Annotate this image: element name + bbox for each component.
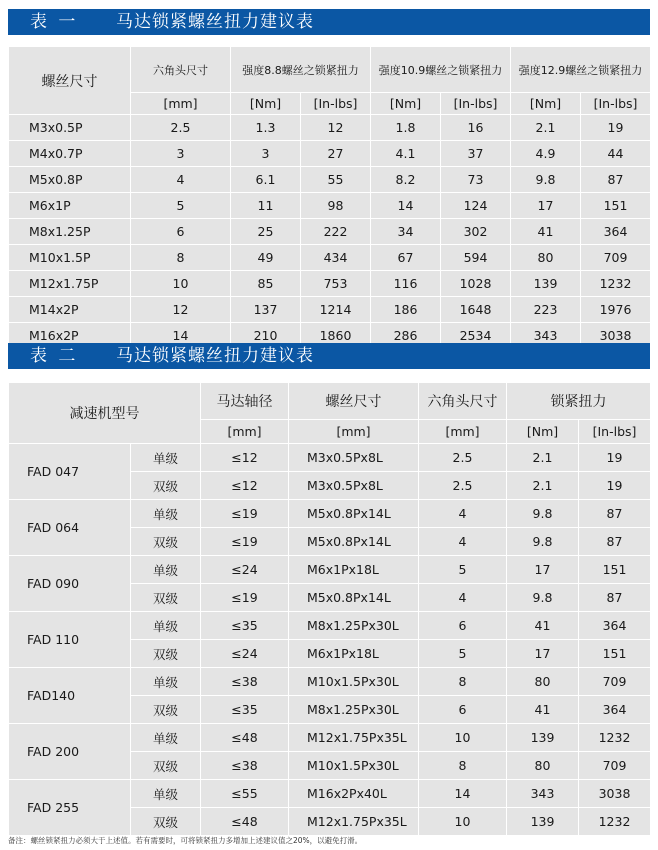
screw-size-cell: M12x1.75Px35L (289, 808, 419, 836)
gearbox-model-cell: FAD 110 (9, 612, 131, 668)
stage-cell: 单级 (131, 556, 201, 584)
table-row (9, 556, 651, 584)
footnote: 备注：螺丝锁紧扭力必须大于上述值。若有需要时，可将锁紧扭力多增加上述建议值之20%，以避免打滑。 (8, 836, 363, 845)
torque-nm-cell: 9.8 (507, 500, 579, 528)
table-row (9, 612, 651, 640)
screw-size-cell: M10x1.5Px30L (289, 752, 419, 780)
torque-inlbs-cell: 709 (579, 668, 651, 696)
torque-inlbs-cell: 709 (579, 752, 651, 780)
motor-shaft-cell: ≤24 (201, 556, 289, 584)
stage-cell: 双级 (131, 640, 201, 668)
torque-nm-cell: 17 (507, 556, 579, 584)
screw-size-cell: M8x1.25P (9, 219, 131, 245)
table2-title: 马达锁紧螺丝扭力建议表 (116, 346, 314, 366)
motor-shaft-cell: ≤19 (201, 584, 289, 612)
torque-inlbs-cell: 73 (441, 167, 511, 193)
hex-size-cell: 5 (131, 193, 231, 219)
stage-cell: 双级 (131, 808, 201, 836)
screw-size-cell: M10x1.5P (9, 245, 131, 271)
col-screw-size: 螺丝尺寸 (289, 383, 419, 420)
hex-size-cell: 5 (419, 556, 507, 584)
torque-inlbs-cell: 1232 (579, 724, 651, 752)
hex-size-cell: 10 (419, 724, 507, 752)
torque-inlbs-cell: 55 (301, 167, 371, 193)
torque-nm-cell: 11 (231, 193, 301, 219)
motor-shaft-cell: ≤48 (201, 724, 289, 752)
torque-inlbs-cell: 709 (581, 245, 651, 271)
torque-nm-cell: 4.1 (371, 141, 441, 167)
torque-inlbs-cell: 2534 (441, 323, 511, 349)
col-grade-8-8: 强度8.8螺丝之锁紧扭力 (231, 47, 371, 93)
motor-shaft-cell: ≤35 (201, 696, 289, 724)
screw-size-cell: M16x2Px40L (289, 780, 419, 808)
torque-inlbs-cell: 1860 (301, 323, 371, 349)
torque-inlbs-cell: 87 (579, 528, 651, 556)
hex-size-cell: 3 (131, 141, 231, 167)
screw-size-cell: M14x2P (9, 297, 131, 323)
motor-shaft-cell: ≤19 (201, 500, 289, 528)
hex-size-cell: 8 (131, 245, 231, 271)
table-row (9, 444, 651, 472)
hex-size-cell: 2.5 (419, 472, 507, 500)
torque-nm-cell: 80 (507, 752, 579, 780)
unit-inlbs: [In-lbs] (441, 93, 511, 115)
torque-inlbs-cell: 364 (579, 696, 651, 724)
table1-label: 表 一 (30, 12, 79, 32)
table-row (9, 780, 651, 808)
hex-size-cell: 14 (131, 323, 231, 349)
torque-nm-cell: 9.8 (507, 528, 579, 556)
screw-size-cell: M12x1.75P (9, 271, 131, 297)
table1-title: 马达锁紧螺丝扭力建议表 (116, 12, 314, 32)
screw-size-cell: M3x0.5P (9, 115, 131, 141)
col-screw-size: 螺丝尺寸 (9, 47, 131, 115)
torque-nm-cell: 9.8 (511, 167, 581, 193)
torque-nm-cell: 4.9 (511, 141, 581, 167)
table-row (9, 668, 651, 696)
torque-inlbs-cell: 222 (301, 219, 371, 245)
gearbox-torque-table (8, 382, 651, 836)
torque-nm-cell: 139 (507, 724, 579, 752)
table-row (9, 141, 651, 167)
screw-size-cell: M3x0.5Px8L (289, 472, 419, 500)
torque-nm-cell: 80 (511, 245, 581, 271)
unit-mm: [mm] (131, 93, 231, 115)
torque-nm-cell: 80 (507, 668, 579, 696)
motor-shaft-cell: ≤19 (201, 528, 289, 556)
col-hex-size: 六角头尺寸 (419, 383, 507, 420)
unit-mm: [mm] (419, 420, 507, 444)
motor-shaft-cell: ≤12 (201, 472, 289, 500)
screw-size-cell: M5x0.8Px14L (289, 528, 419, 556)
stage-cell: 双级 (131, 584, 201, 612)
torque-nm-cell: 139 (511, 271, 581, 297)
torque-inlbs-cell: 1976 (581, 297, 651, 323)
motor-shaft-cell: ≤38 (201, 668, 289, 696)
torque-nm-cell: 223 (511, 297, 581, 323)
screw-size-cell: M8x1.25Px30L (289, 612, 419, 640)
hex-size-cell: 5 (419, 640, 507, 668)
col-torque: 锁紧扭力 (507, 383, 651, 420)
unit-nm: [Nm] (231, 93, 301, 115)
torque-inlbs-cell: 1232 (581, 271, 651, 297)
torque-nm-cell: 3 (231, 141, 301, 167)
torque-inlbs-cell: 87 (579, 584, 651, 612)
torque-nm-cell: 2.1 (511, 115, 581, 141)
torque-inlbs-cell: 87 (579, 500, 651, 528)
screw-size-cell: M12x1.75Px35L (289, 724, 419, 752)
table2-label: 表 二 (30, 346, 79, 366)
table-row (9, 500, 651, 528)
torque-nm-cell: 17 (511, 193, 581, 219)
torque-inlbs-cell: 364 (581, 219, 651, 245)
hex-size-cell: 6 (419, 612, 507, 640)
motor-shaft-cell: ≤12 (201, 444, 289, 472)
unit-inlbs: [In-lbs] (581, 93, 651, 115)
stage-cell: 双级 (131, 752, 201, 780)
torque-inlbs-cell: 1214 (301, 297, 371, 323)
screw-torque-table (8, 46, 651, 349)
torque-inlbs-cell: 302 (441, 219, 511, 245)
col-grade-12-9: 强度12.9螺丝之锁紧扭力 (511, 47, 651, 93)
torque-nm-cell: 1.8 (371, 115, 441, 141)
table-row (9, 271, 651, 297)
table1-title-bar (8, 9, 650, 35)
torque-nm-cell: 139 (507, 808, 579, 836)
stage-cell: 单级 (131, 612, 201, 640)
torque-nm-cell: 41 (511, 219, 581, 245)
gearbox-model-cell: FAD140 (9, 668, 131, 724)
hex-size-cell: 2.5 (419, 444, 507, 472)
torque-inlbs-cell: 364 (579, 612, 651, 640)
unit-nm: [Nm] (507, 420, 579, 444)
gearbox-model-cell: FAD 090 (9, 556, 131, 612)
torque-inlbs-cell: 12 (301, 115, 371, 141)
torque-inlbs-cell: 124 (441, 193, 511, 219)
torque-nm-cell: 34 (371, 219, 441, 245)
torque-nm-cell: 49 (231, 245, 301, 271)
gearbox-model-cell: FAD 064 (9, 500, 131, 556)
screw-size-cell: M5x0.8Px14L (289, 584, 419, 612)
torque-inlbs-cell: 753 (301, 271, 371, 297)
torque-nm-cell: 17 (507, 640, 579, 668)
screw-size-cell: M5x0.8Px14L (289, 500, 419, 528)
gearbox-model-cell: FAD 255 (9, 780, 131, 836)
gearbox-model-cell: FAD 047 (9, 444, 131, 500)
unit-inlbs: [In-lbs] (579, 420, 651, 444)
table-row (9, 297, 651, 323)
stage-cell: 双级 (131, 472, 201, 500)
unit-mm: [mm] (289, 420, 419, 444)
col-grade-10-9: 强度10.9螺丝之锁紧扭力 (371, 47, 511, 93)
screw-size-cell: M6x1Px18L (289, 640, 419, 668)
torque-nm-cell: 67 (371, 245, 441, 271)
unit-nm: [Nm] (511, 93, 581, 115)
hex-size-cell: 8 (419, 752, 507, 780)
hex-size-cell: 2.5 (131, 115, 231, 141)
torque-inlbs-cell: 434 (301, 245, 371, 271)
screw-size-cell: M6x1Px18L (289, 556, 419, 584)
unit-inlbs: [In-lbs] (301, 93, 371, 115)
unit-nm: [Nm] (371, 93, 441, 115)
hex-size-cell: 8 (419, 668, 507, 696)
torque-inlbs-cell: 594 (441, 245, 511, 271)
stage-cell: 双级 (131, 696, 201, 724)
torque-inlbs-cell: 87 (581, 167, 651, 193)
torque-nm-cell: 2.1 (507, 444, 579, 472)
motor-shaft-cell: ≤55 (201, 780, 289, 808)
stage-cell: 单级 (131, 444, 201, 472)
screw-size-cell: M5x0.8P (9, 167, 131, 193)
torque-inlbs-cell: 1028 (441, 271, 511, 297)
torque-nm-cell: 25 (231, 219, 301, 245)
torque-nm-cell: 186 (371, 297, 441, 323)
torque-nm-cell: 2.1 (507, 472, 579, 500)
torque-nm-cell: 343 (507, 780, 579, 808)
col-hex-size: 六角头尺寸 (131, 47, 231, 93)
torque-inlbs-cell: 1648 (441, 297, 511, 323)
torque-nm-cell: 85 (231, 271, 301, 297)
torque-nm-cell: 14 (371, 193, 441, 219)
stage-cell: 单级 (131, 780, 201, 808)
hex-size-cell: 12 (131, 297, 231, 323)
torque-inlbs-cell: 44 (581, 141, 651, 167)
torque-nm-cell: 9.8 (507, 584, 579, 612)
stage-cell: 单级 (131, 500, 201, 528)
screw-size-cell: M4x0.7P (9, 141, 131, 167)
torque-inlbs-cell: 3038 (579, 780, 651, 808)
torque-nm-cell: 210 (231, 323, 301, 349)
hex-size-cell: 4 (419, 584, 507, 612)
torque-inlbs-cell: 151 (579, 556, 651, 584)
table-row (9, 219, 651, 245)
table-row (9, 193, 651, 219)
unit-mm: [mm] (201, 420, 289, 444)
torque-nm-cell: 1.3 (231, 115, 301, 141)
torque-inlbs-cell: 3038 (581, 323, 651, 349)
hex-size-cell: 4 (419, 500, 507, 528)
screw-size-cell: M10x1.5Px30L (289, 668, 419, 696)
hex-size-cell: 6 (419, 696, 507, 724)
torque-nm-cell: 116 (371, 271, 441, 297)
screw-size-cell: M3x0.5Px8L (289, 444, 419, 472)
torque-nm-cell: 8.2 (371, 167, 441, 193)
torque-nm-cell: 286 (371, 323, 441, 349)
table-row (9, 167, 651, 193)
torque-inlbs-cell: 27 (301, 141, 371, 167)
table1-header-row (9, 47, 651, 93)
hex-size-cell: 10 (131, 271, 231, 297)
hex-size-cell: 10 (419, 808, 507, 836)
torque-inlbs-cell: 151 (581, 193, 651, 219)
gearbox-model-cell: FAD 200 (9, 724, 131, 780)
table-row (9, 245, 651, 271)
screw-size-cell: M16x2P (9, 323, 131, 349)
torque-nm-cell: 41 (507, 696, 579, 724)
torque-inlbs-cell: 151 (579, 640, 651, 668)
table-row (9, 115, 651, 141)
screw-size-cell: M6x1P (9, 193, 131, 219)
torque-inlbs-cell: 98 (301, 193, 371, 219)
col-gearbox-model: 减速机型号 (9, 383, 201, 444)
col-motor-shaft: 马达轴径 (201, 383, 289, 420)
stage-cell: 单级 (131, 724, 201, 752)
torque-inlbs-cell: 37 (441, 141, 511, 167)
torque-inlbs-cell: 1232 (579, 808, 651, 836)
torque-nm-cell: 6.1 (231, 167, 301, 193)
table2-title-bar (8, 343, 650, 369)
torque-inlbs-cell: 16 (441, 115, 511, 141)
motor-shaft-cell: ≤38 (201, 752, 289, 780)
motor-shaft-cell: ≤48 (201, 808, 289, 836)
table-row (9, 724, 651, 752)
hex-size-cell: 6 (131, 219, 231, 245)
torque-nm-cell: 343 (511, 323, 581, 349)
torque-inlbs-cell: 19 (581, 115, 651, 141)
hex-size-cell: 14 (419, 780, 507, 808)
hex-size-cell: 4 (419, 528, 507, 556)
torque-nm-cell: 41 (507, 612, 579, 640)
motor-shaft-cell: ≤24 (201, 640, 289, 668)
motor-shaft-cell: ≤35 (201, 612, 289, 640)
stage-cell: 双级 (131, 528, 201, 556)
table2-header-row (9, 383, 651, 420)
hex-size-cell: 4 (131, 167, 231, 193)
stage-cell: 单级 (131, 668, 201, 696)
screw-size-cell: M8x1.25Px30L (289, 696, 419, 724)
torque-inlbs-cell: 19 (579, 444, 651, 472)
torque-nm-cell: 137 (231, 297, 301, 323)
torque-inlbs-cell: 19 (579, 472, 651, 500)
